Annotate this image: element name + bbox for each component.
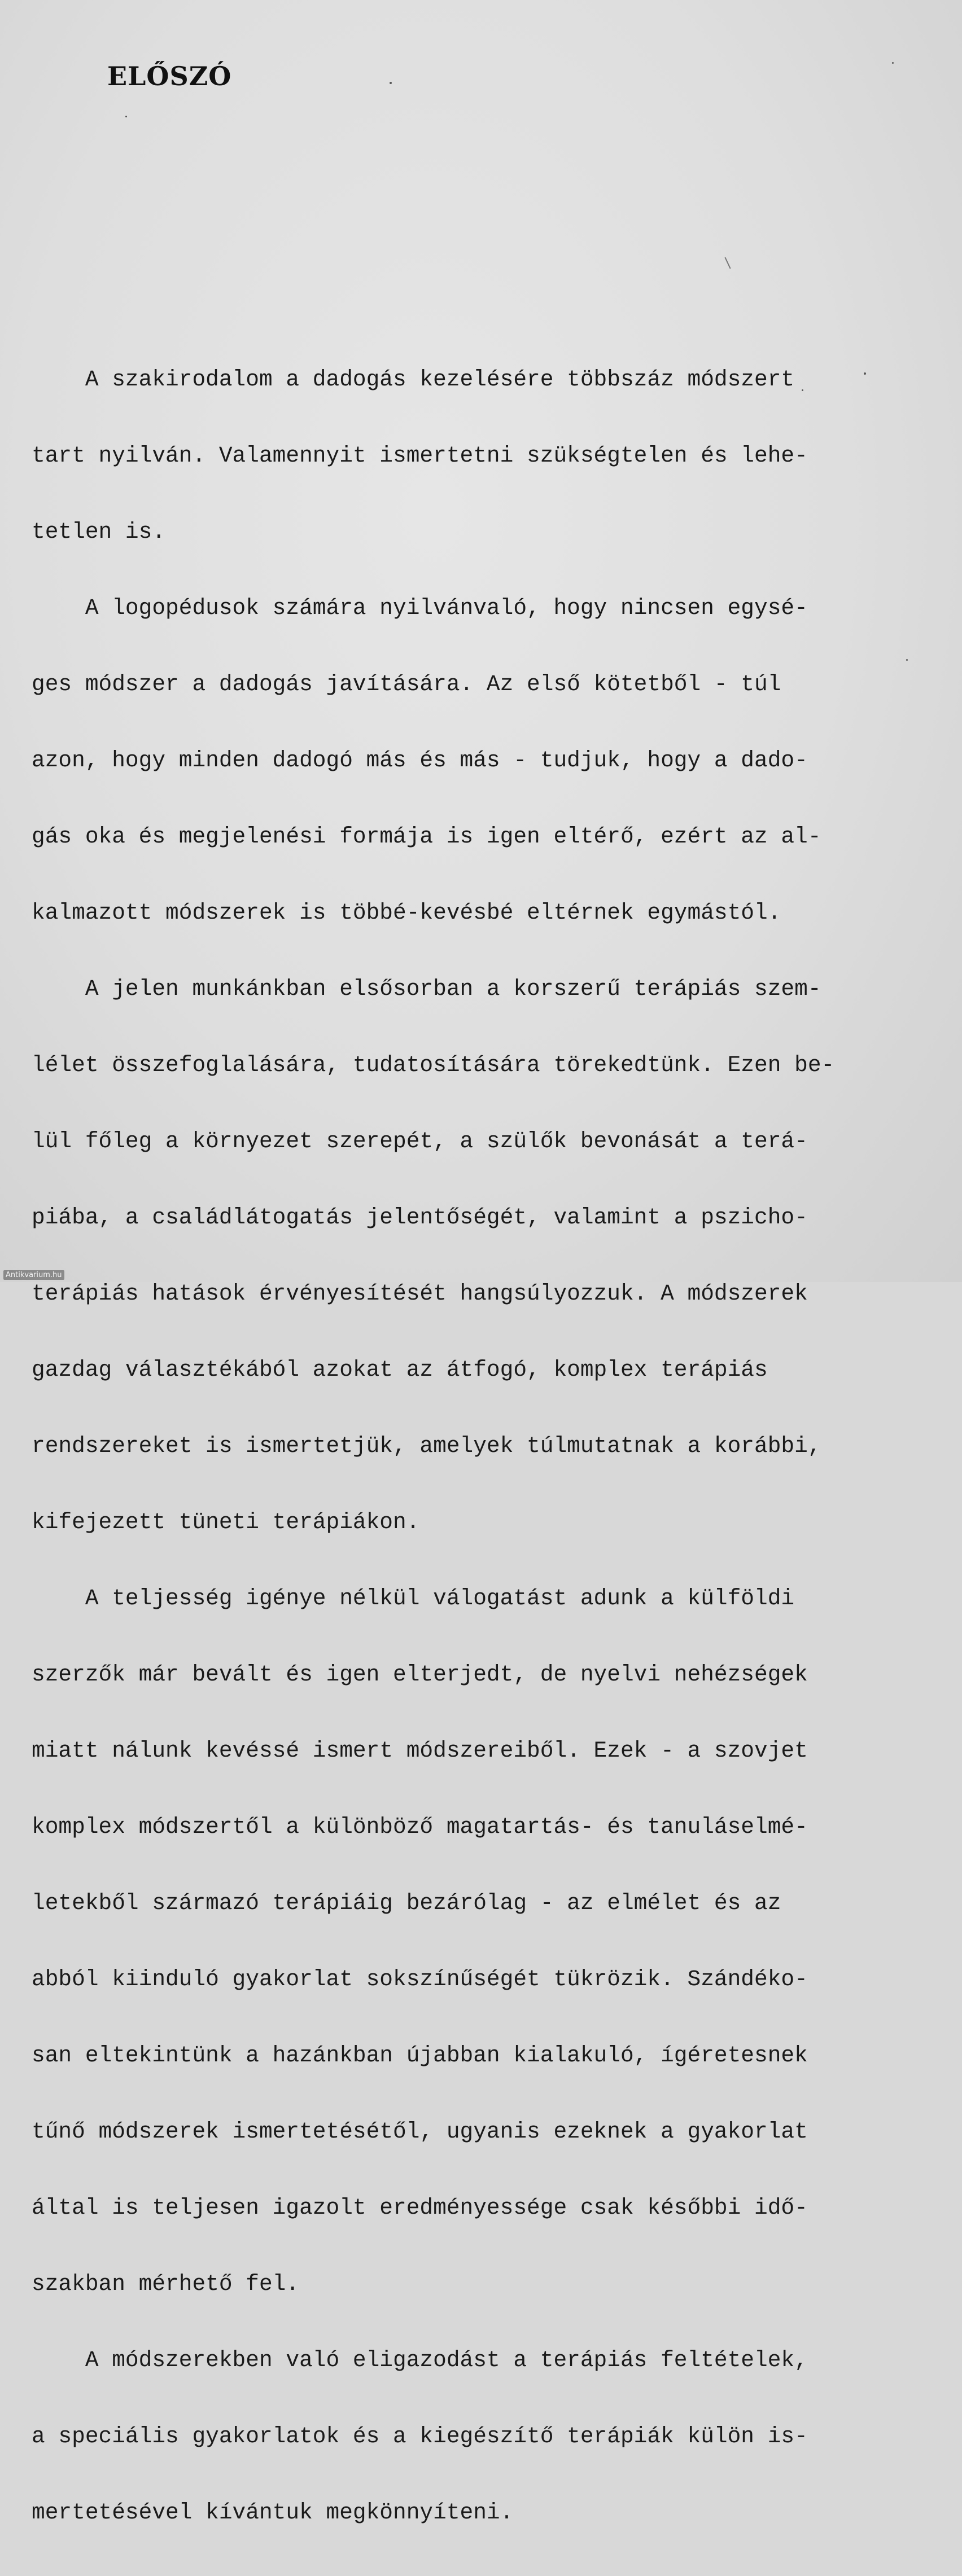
scan-speck (390, 82, 392, 84)
text-line: lül főleg a környezet szerepét, a szülők bevonását a terá- (32, 1129, 808, 1154)
text-line: piába, a családlátogatás jelentőségét, valamint a pszicho- (32, 1205, 808, 1230)
text-line: komplex módszertől a különböző magatartás- és tanuláselmé- (32, 1814, 808, 1840)
text-line: terápiás hatások érvényesítését hangsúlyozzuk. A módszerek (32, 1281, 808, 1306)
text-line: szerzők már bevált és igen elterjedt, de nyelvi nehézségek (32, 1662, 808, 1687)
text-line: kalmazott módszerek is többé-kevésbé eltérnek egymástól. (32, 900, 781, 925)
text-line: san eltekintünk a hazánkban újabban kialakuló, ígéretesnek (32, 2043, 808, 2068)
text-line: azon, hogy minden dadogó más és más - tudjuk, hogy a dado- (32, 748, 808, 773)
text-line: gazdag választékából azokat az átfogó, komplex terápiás (32, 1357, 768, 1383)
text-line: tűnő módszerek ismertetésétől, ugyanis ezeknek a gyakorlat (32, 2119, 808, 2144)
text-line: A módszerekben való eligazodást a terápiás feltételek, (32, 2347, 808, 2373)
text-line: miatt nálunk kevéssé ismert módszereiből. Ezek - a szovjet (32, 1738, 808, 1763)
text-line: szakban mérhető fel. (32, 2271, 300, 2297)
text-line: tart nyilván. Valamennyit ismertetni szükségtelen és lehe- (32, 443, 808, 468)
text-line: abból kiinduló gyakorlat sokszínűségét tükrözik. Szándéko- (32, 1967, 808, 1992)
scan-speck (906, 659, 908, 661)
text-line: kifejezett tüneti terápiákon. (32, 1509, 420, 1535)
text-line: letekből származó terápiáig bezárólag - az elmélet és az (32, 1890, 781, 1916)
text-line: A szakirodalom a dadogás kezelésére többszáz módszert (32, 367, 795, 392)
text-line: a speciális gyakorlatok és a kiegészítő terápiák külön is- (32, 2424, 808, 2449)
scan-speck (802, 389, 803, 391)
text-line: lélet összefoglalására, tudatosítására törekedtünk. Ezen be- (32, 1052, 835, 1078)
scan-speck (125, 116, 127, 117)
text-line: A jelen munkánkban elsősorban a korszerű terápiás szem- (32, 976, 821, 1002)
scan-speck (892, 62, 894, 64)
text-line: A teljesség igénye nélkül válogatást adunk a külföldi (32, 1586, 795, 1611)
text-line: mertetésével kívántuk megkönnyíteni. (32, 2500, 514, 2525)
scan-speck (864, 372, 866, 375)
text-line: gás oka és megjelenési formája is igen eltérő, ezért az al- (32, 824, 821, 849)
scan-scratch (724, 257, 731, 269)
text-line: tetlen is. (32, 519, 166, 545)
text-line: rendszereket is ismertetjük, amelyek túlmutatnak a korábbi, (32, 1433, 821, 1459)
text-line: ges módszer a dadogás javítására. Az első kötetből - túl (32, 672, 781, 697)
preface-body (32, 316, 946, 2576)
text-line: A logopédusok számára nyilvánvaló, hogy nincsen egysé- (32, 595, 808, 621)
text-line: által is teljesen igazolt eredményessége csak későbbi idő- (32, 2195, 808, 2220)
watermark: Antikvarium.hu (3, 1270, 64, 1280)
page-title: ELŐSZÓ (107, 61, 232, 91)
